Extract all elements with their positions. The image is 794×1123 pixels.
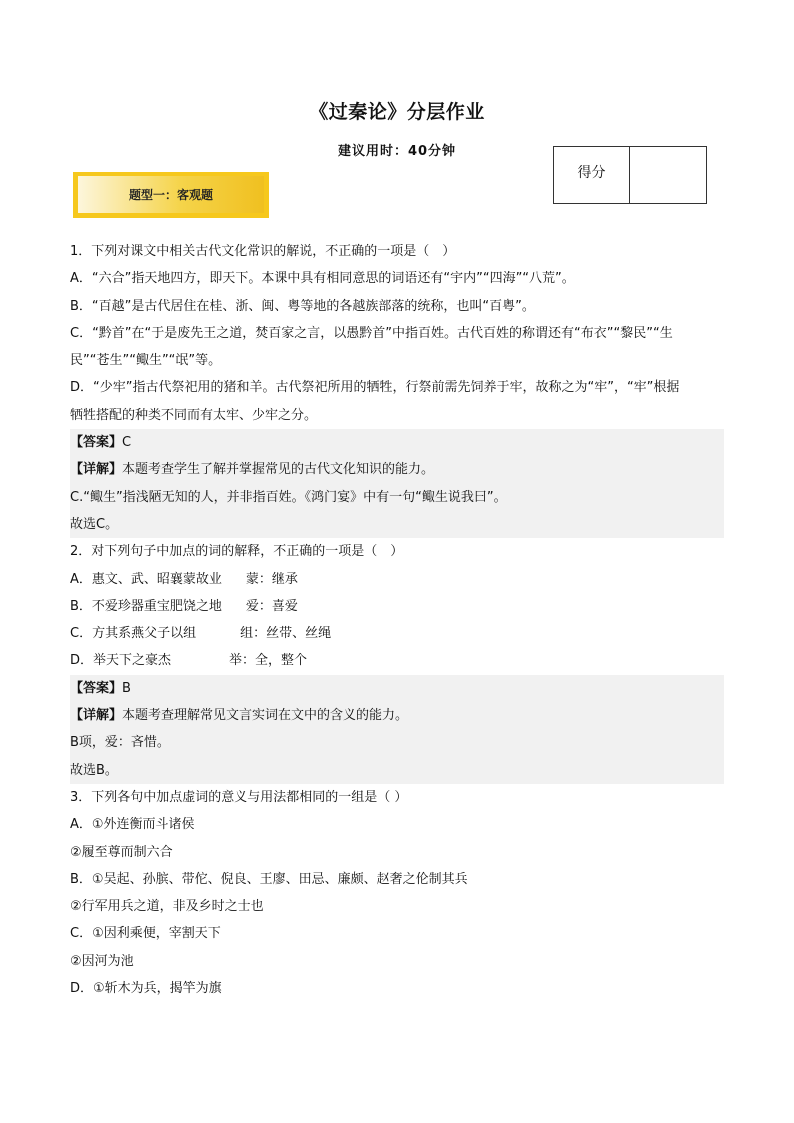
question-content — [70, 238, 724, 1002]
q2-c-gloss: 组：丝带、丝绳 — [240, 626, 332, 642]
q2-d-gloss: 举：全，整个 — [229, 653, 308, 669]
q3-option-a1: A．①外连衡而斗诸侯 — [70, 817, 195, 833]
answer-tag: 【答案】 — [70, 435, 123, 451]
section-banner — [73, 172, 269, 218]
q2-answer — [70, 675, 724, 702]
detail-tag: 【详解】 — [70, 462, 123, 478]
q2-answer-block — [70, 675, 724, 784]
q3-option-a2: ②履至尊而制六合 — [70, 844, 173, 860]
q3-option-b1: B．①吴起、孙膑、带佗、倪良、王廖、田忌、廉颇、赵奢之伦制其兵 — [70, 871, 468, 887]
q3-option-b2: ②行军用兵之道，非及乡时之士也 — [70, 899, 264, 915]
q2-conclusion: 故选B。 — [70, 762, 118, 778]
score-label: 得分 — [554, 147, 630, 203]
q2-a-gloss: 蒙：继承 — [245, 571, 298, 587]
section-label: 题型一：客观题 — [128, 188, 213, 202]
q1-conclusion: 故选C。 — [70, 516, 119, 532]
answer-tag: 【答案】 — [70, 680, 123, 696]
q1-detail — [70, 456, 724, 483]
detail-text: 本题考查学生了解并掌握常见的古代文化知识的能力。 — [122, 462, 435, 478]
q2-b-text: B．不爱珍器重宝肥饶之地 — [70, 598, 222, 614]
q1-answer-block — [70, 429, 724, 538]
detail-text: 本题考查理解常见文言实词在文中的含义的能力。 — [122, 708, 409, 724]
q3-option-c1: C．①因利乘便，宰割天下 — [70, 926, 221, 942]
suggested-time: 建议用时：40分钟 — [337, 144, 457, 159]
q3-option-c2: ②因河为池 — [70, 953, 134, 969]
q1-option-d-line2: 牺牲搭配的种类不同而有太牢、少牢之分。 — [70, 407, 318, 423]
score-value[interactable] — [630, 147, 706, 203]
q2-option-a — [70, 566, 724, 593]
q2-option-d — [70, 647, 724, 674]
detail-tag: 【详解】 — [70, 708, 123, 724]
q1-option-b: B．“百越”是古代居住在桂、浙、闽、粤等地的各越族部落的统称，也叫“百粤”。 — [70, 298, 535, 314]
q3-option-d1: D．①斩木为兵，揭竿为旗 — [70, 981, 222, 997]
q1-option-a: A．“六合”指天地四方，即天下。本课中具有相同意思的词语还有“宇内”“四海”“八荒”。 — [70, 271, 575, 287]
score-table — [553, 146, 707, 204]
q2-a-text: A．惠文、武、昭襄蒙故业 — [70, 571, 222, 587]
q1-option-c-line1: C．“黔首”在“于是废先王之道，焚百家之言，以愚黔首”中指百姓。古代百姓的称谓还有“布衣”“黎民”“生 — [70, 325, 673, 341]
q1-option-c-line2: 民”“苍生”“鲰生”“氓”等。 — [70, 353, 222, 369]
q2-option-b — [70, 593, 724, 620]
page-title: 《过秦论》分层作业 — [309, 101, 485, 123]
q2-option-c — [70, 620, 724, 647]
q1-stem: 1．下列对课文中相关古代文化常识的解说，不正确的一项是（ ） — [70, 244, 456, 259]
q2-b-gloss: 爱：喜爱 — [245, 598, 298, 614]
q2-explain: B项，爱：吝惜。 — [70, 735, 170, 751]
q2-d-text: D．举天下之豪杰 — [70, 653, 172, 669]
q2-c-text: C．方其系燕父子以组 — [70, 626, 197, 642]
q1-explain: C.“鲰生”指浅陋无知的人，并非指百姓。《鸿门宴》中有一句“鲰生说我曰”。 — [70, 489, 507, 505]
answer-value: C — [122, 435, 132, 451]
q1-option-d-line1: D．“少牢”指古代祭祀用的猪和羊。古代祭祀所用的牺牲，行祭前需先饲养于牢，故称之为“牢”，“牢”根据 — [70, 380, 680, 396]
answer-value: B — [122, 680, 131, 696]
q3-stem: 3．下列各句中加点虚词的意义与用法都相同的一组是（ ） — [70, 789, 408, 805]
q2-detail — [70, 702, 724, 729]
q2-stem: 2．对下列句子中加点的词的解释，不正确的一项是（ ） — [70, 544, 404, 560]
q1-answer — [70, 429, 724, 456]
